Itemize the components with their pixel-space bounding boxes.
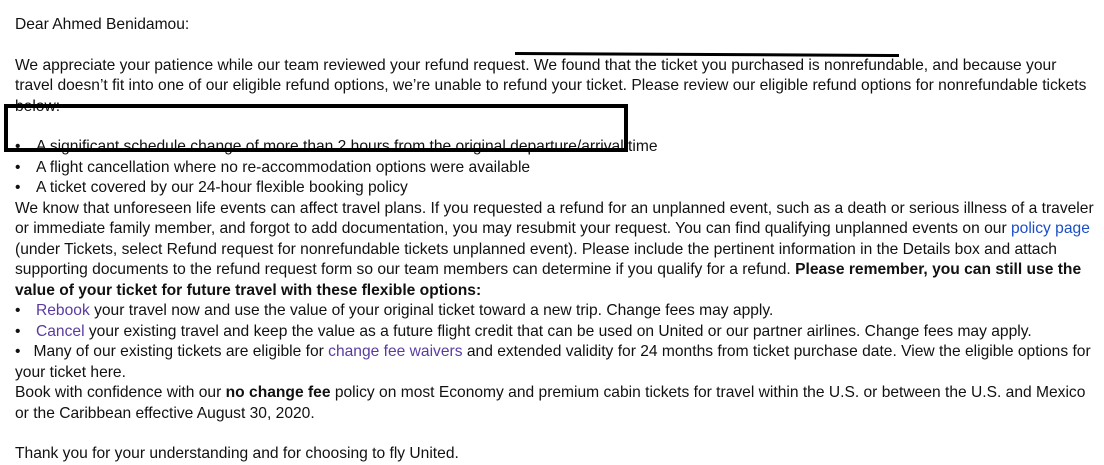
list-item [15, 342, 1095, 383]
closing-line: Thank you for your understanding and for choosing to fly United. [15, 445, 459, 462]
policy-page-link[interactable]: policy page [1010, 220, 1090, 237]
no-change-fee-text-2: policy on most Economy and premium cabin tickets for travel within the U.S. or between the U.S. and Mexico or the Caribbean effective August 30, 2020. [15, 384, 1086, 422]
flexible-options-list [15, 301, 1095, 383]
bullet-dot: • [15, 302, 21, 319]
change-fee-waivers-link[interactable]: change fee waivers [328, 343, 463, 360]
refund-option-text: A ticket covered by our 24-hour flexible booking policy [36, 179, 408, 196]
rebook-text: your travel now and use the value of your original ticket toward a new trip. Change fees may apply. [89, 302, 774, 319]
unplanned-events-paragraph [15, 199, 1095, 302]
intro-text-2: and because your travel doesn’t fit into one of our eligible refund options, we’re unable to refund your ticket. Please review our eligible refund options for nonrefundable tickets below: [15, 56, 1087, 115]
unplanned-text-1: We know that unforeseen life events can affect travel plans. If you requested a refund for an unplanned event, such as a death or serious illness of a traveler or immediate family member, and forgot to add documentation, you may resubmit your request. You can find qualifying unplanned events on our [15, 199, 1094, 237]
email-body [15, 15, 1095, 465]
flexible-options-heading: Please remember, you can still use the value of your ticket for future travel with these flexible options: [15, 261, 1082, 299]
waiver-text-2: and extended validity for 24 months from ticket purchase date. View the eligible options for your ticket here. [15, 343, 1091, 381]
bullet-dot: • [15, 158, 21, 176]
rebook-link[interactable]: Rebook [36, 302, 90, 319]
list-item [15, 178, 1095, 199]
struck-text: We found that the ticket you purchased is nonrefundable, [533, 56, 929, 74]
list-item [15, 322, 1095, 343]
bullet-dot: • [15, 138, 21, 155]
cancel-link[interactable]: Cancel [36, 322, 85, 340]
waiver-text-1: Many of our existing tickets are eligible for [33, 343, 329, 360]
list-item [15, 158, 1095, 179]
highlight-box-annotation [4, 104, 628, 152]
no-change-fee-bold: no change fee [225, 384, 331, 401]
bullet-dot: • [15, 322, 21, 340]
bullet-dot: • [15, 343, 21, 360]
bullet-dot: • [15, 179, 21, 196]
greeting: Dear Ahmed Benidamou: [15, 16, 190, 33]
intro-text-1: We appreciate your patience while our team reviewed your refund request. [15, 56, 534, 74]
refund-option-text: A significant schedule change of more than 2 hours from the original departure/arrival time [36, 138, 658, 155]
list-item [15, 301, 1095, 322]
no-change-fee-paragraph [15, 383, 1095, 424]
cancel-text: your existing travel and keep the value as a future flight credit that can be used on United or our partner airlines. Change fees may apply. [84, 322, 1032, 340]
no-change-fee-text-1: Book with confidence with our [15, 384, 226, 401]
refund-option-text: A flight cancellation where no re-accommodation options were available [36, 158, 531, 176]
unplanned-text-2: (under Tickets, select Refund request for nonrefundable tickets unplanned event). Please include the pertinent information in the Details box and attach supporting documents to the refund request form so our team members can determine if you qualify for a refund. [15, 240, 1057, 278]
